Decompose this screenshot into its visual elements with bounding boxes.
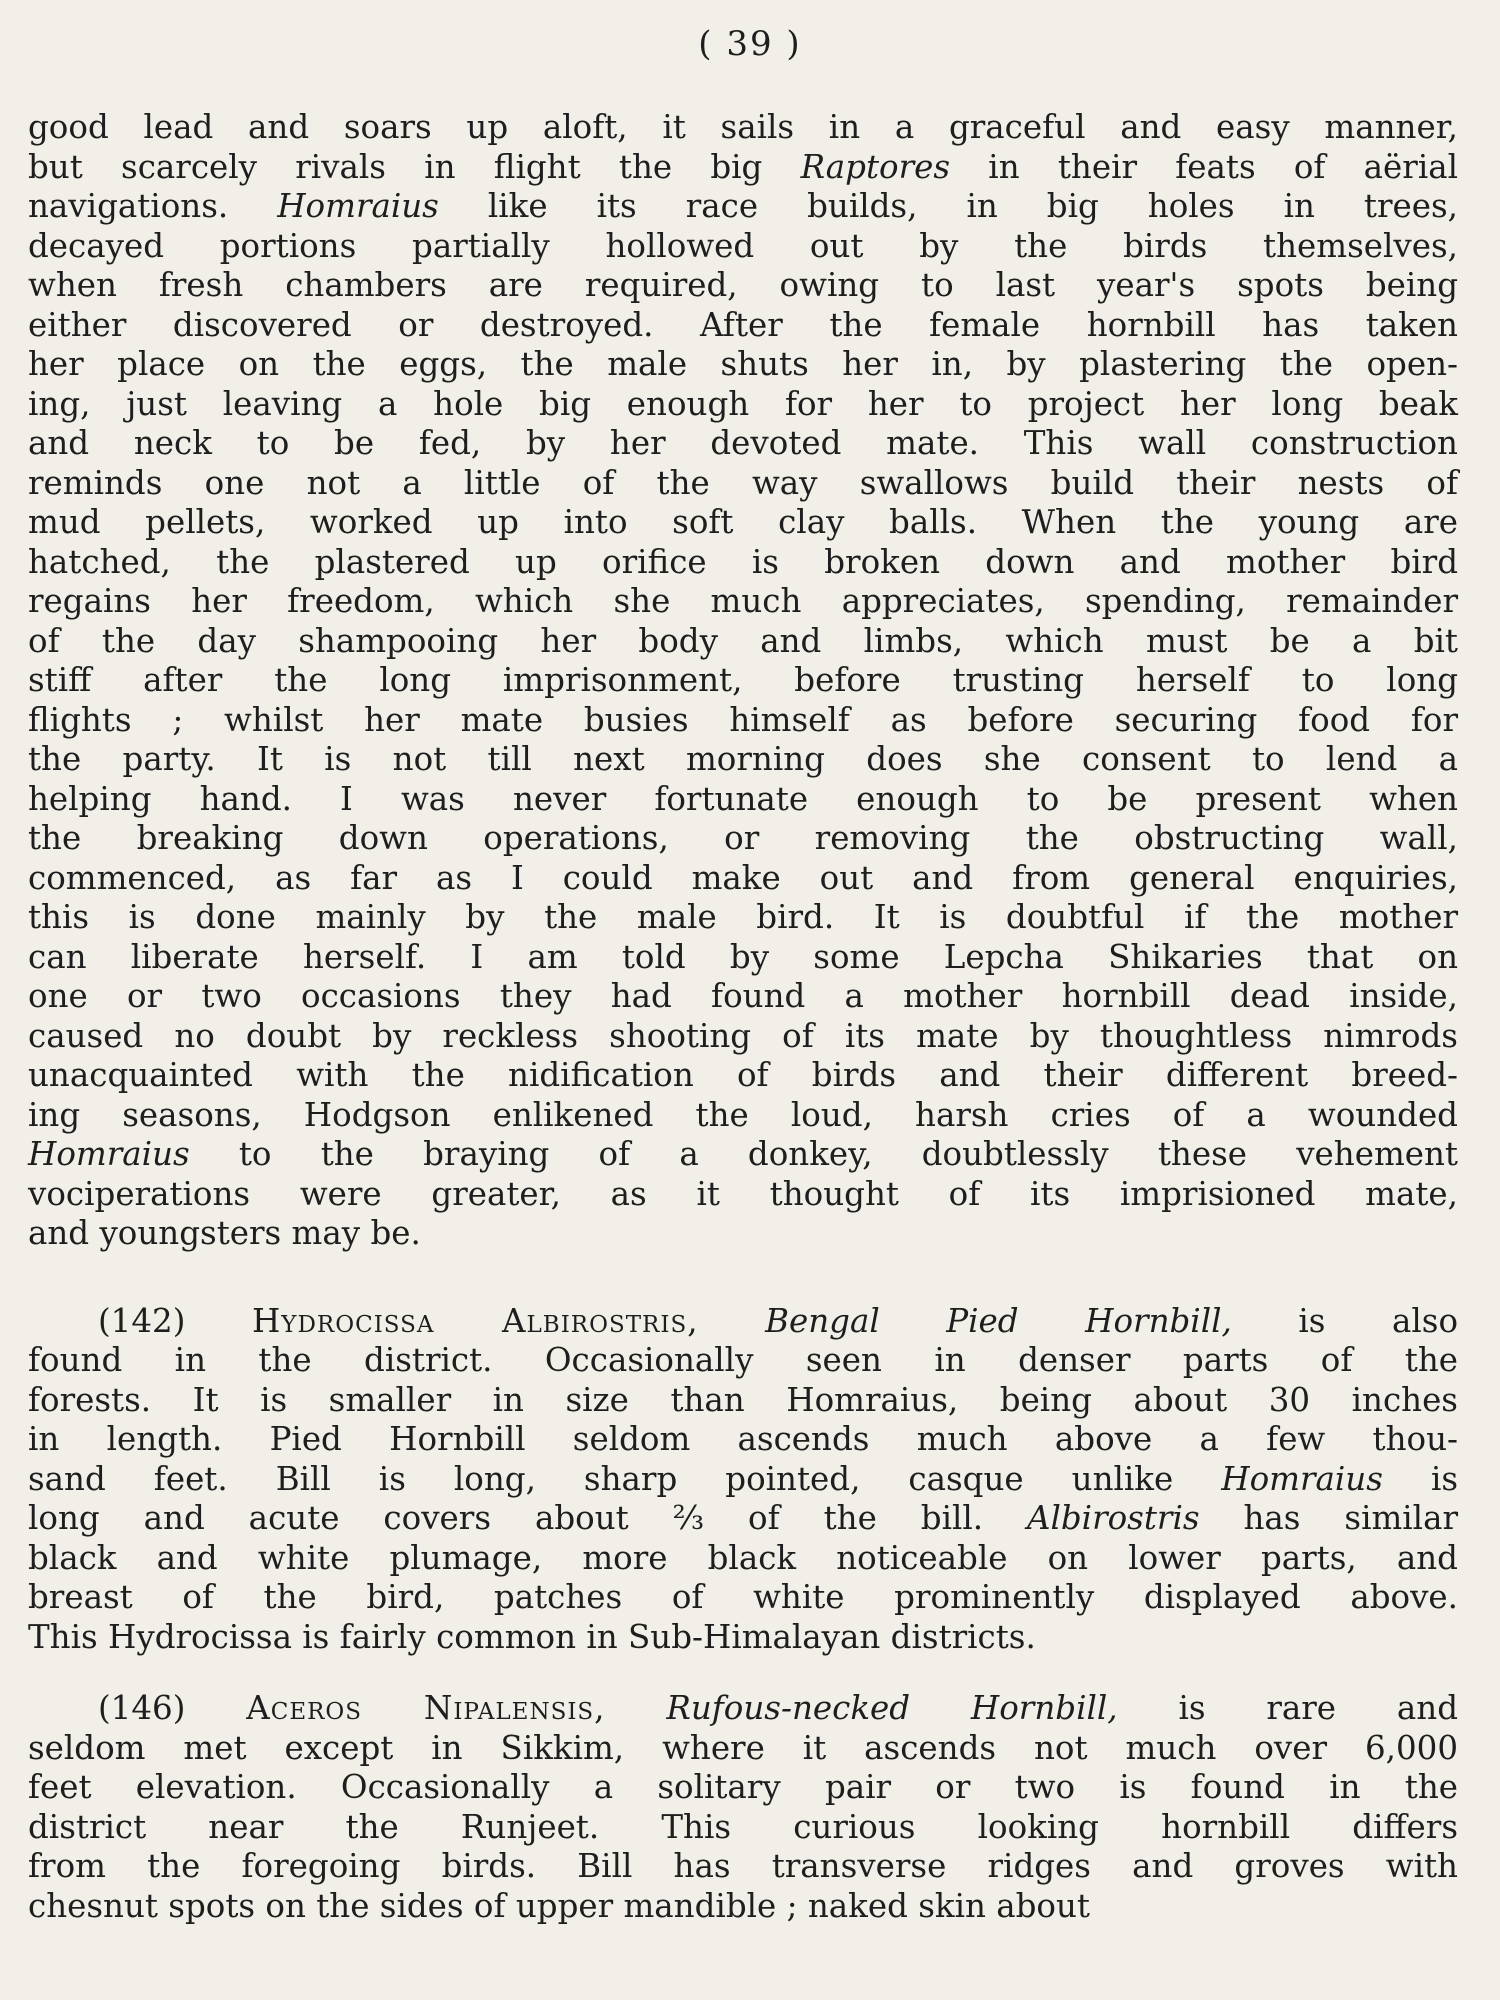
text-line: helping hand. I was never fortunate enough to be present when xyxy=(28,779,1458,818)
text-line: forests. It is smaller in size than Homraius, being about 30 inches xyxy=(28,1380,1458,1419)
text-line: can liberate herself. I am told by some Lepcha Shikaries that on xyxy=(28,937,1458,976)
text-line: flights ; whilst her mate busies himself as before securing food for xyxy=(28,700,1458,739)
text-line: but scarcely rivals in flight the big Raptores in their feats of aërial xyxy=(28,147,1458,186)
italic-term: Homraius xyxy=(1221,1459,1383,1498)
italic-term: Homraius xyxy=(277,187,439,225)
text-line: mud pellets, worked up into soft clay balls. When the young are xyxy=(28,503,1458,541)
text-line: of the day shampooing her body and limbs, which must be a bit xyxy=(28,621,1458,660)
paragraph-aceros-nipalensis xyxy=(28,1689,1458,1926)
species-name: Hydrocissa Albirostris, xyxy=(251,1301,699,1340)
text-line: when fresh chambers are required, owing to last year's spots being xyxy=(28,266,1458,304)
text-line: commenced, as far as I could make out and from general enquiries, xyxy=(28,858,1458,897)
page-number: ( 39 ) xyxy=(698,24,802,64)
species-name: Aceros Nipalensis, xyxy=(246,1689,606,1727)
italic-term: Albirostris xyxy=(1027,1499,1200,1537)
text-line: sand feet. Bill is long, sharp pointed, casque unlike Homraius is xyxy=(28,1459,1459,1498)
text-line: good lead and soars up aloft, it sails in a graceful and easy manner, xyxy=(28,108,1458,146)
italic-term: Homraius xyxy=(28,1135,190,1173)
paragraph-hornbill-nesting xyxy=(28,108,1458,1254)
text-line: ing, just leaving a hole big enough for her to project her long beak xyxy=(28,384,1458,423)
text-line: caused no doubt by reckless shooting of its mate by thoughtless nimrods xyxy=(28,1016,1458,1055)
text-line: in length. Pied Hornbill seldom ascends much above a few thou- xyxy=(28,1420,1458,1458)
text-line: district near the Runjeet. This curious looking hornbill differs xyxy=(28,1807,1458,1846)
text-line: regains her freedom, which she much appreciates, spending, remainder xyxy=(28,582,1458,620)
text-line: and neck to be fed, by her devoted mate. This wall construction xyxy=(28,424,1458,462)
text-line: stiff after the long imprisonment, before trusting herself to long xyxy=(28,661,1458,699)
text-line: unacquainted with the nidification of birds and their different breed- xyxy=(28,1056,1458,1094)
text-line: black and white plumage, more black noticeable on lower parts, and xyxy=(28,1538,1458,1577)
text-line: her place on the eggs, the male shuts her in, by plastering the open- xyxy=(28,345,1458,383)
text-line: This Hydrocissa is fairly common in Sub-Himalayan districts. xyxy=(28,1617,1036,1656)
italic-term: Bengal Pied Hornbill, xyxy=(765,1301,1232,1340)
text-line: decayed portions partially hollowed out by the birds themselves, xyxy=(28,226,1458,265)
text-line: chesnut spots on the sides of upper mandible ; naked skin about xyxy=(28,1886,1090,1925)
text-line: vociperations were greater, as it thought of its imprisioned mate, xyxy=(28,1174,1458,1213)
text-line: and youngsters may be. xyxy=(28,1214,421,1252)
text-line: either discovered or destroyed. After the female hornbill has taken xyxy=(28,305,1458,344)
text-line: feet elevation. Occasionally a solitary pair or two is found in the xyxy=(28,1768,1458,1806)
text-line: the breaking down operations, or removing the obstructing wall, xyxy=(28,819,1458,857)
text-line: Homraius to the braying of a donkey, doubtlessly these vehement xyxy=(28,1135,1458,1173)
paragraph-gap xyxy=(28,1657,1458,1689)
paragraph-gap xyxy=(28,1254,1458,1302)
text-line: long and acute covers about ⅔ of the bill. Albirostris has similar xyxy=(28,1499,1458,1537)
text-line: from the foregoing birds. Bill has transverse ridges and groves with xyxy=(28,1847,1458,1885)
paragraph-hydrocissa-albirostris xyxy=(28,1302,1458,1658)
text-line: this is done mainly by the male bird. It is doubtful if the mother xyxy=(28,898,1458,936)
text-line: (146) Aceros Nipalensis, Rufous-necked Hornbill, is rare and xyxy=(98,1689,1458,1727)
text-line: hatched, the plastered up orifice is broken down and mother bird xyxy=(28,542,1458,581)
text-line: reminds one not a little of the way swallows build their nests of xyxy=(28,463,1458,502)
italic-term: Rufous-necked Hornbill, xyxy=(666,1689,1118,1727)
text-line: breast of the bird, patches of white prominently displayed above. xyxy=(28,1578,1458,1616)
italic-term: Raptores xyxy=(800,147,951,186)
text-line: (142) Hydrocissa Albirostris, Bengal Pied Hornbill, is also xyxy=(98,1301,1459,1340)
text-line: found in the district. Occasionally seen in denser parts of the xyxy=(28,1341,1458,1379)
text-line: ing seasons, Hodgson enlikened the loud, harsh cries of a wounded xyxy=(28,1095,1458,1134)
text-line: the party. It is not till next morning does she consent to lend a xyxy=(28,740,1458,778)
text-line: navigations. Homraius like its race builds, in big holes in trees, xyxy=(28,187,1458,225)
text-line: seldom met except in Sikkim, where it ascends not much over 6,000 xyxy=(28,1728,1458,1767)
body-text xyxy=(28,108,1458,1926)
text-line: one or two occasions they had found a mother hornbill dead inside, xyxy=(28,977,1458,1015)
